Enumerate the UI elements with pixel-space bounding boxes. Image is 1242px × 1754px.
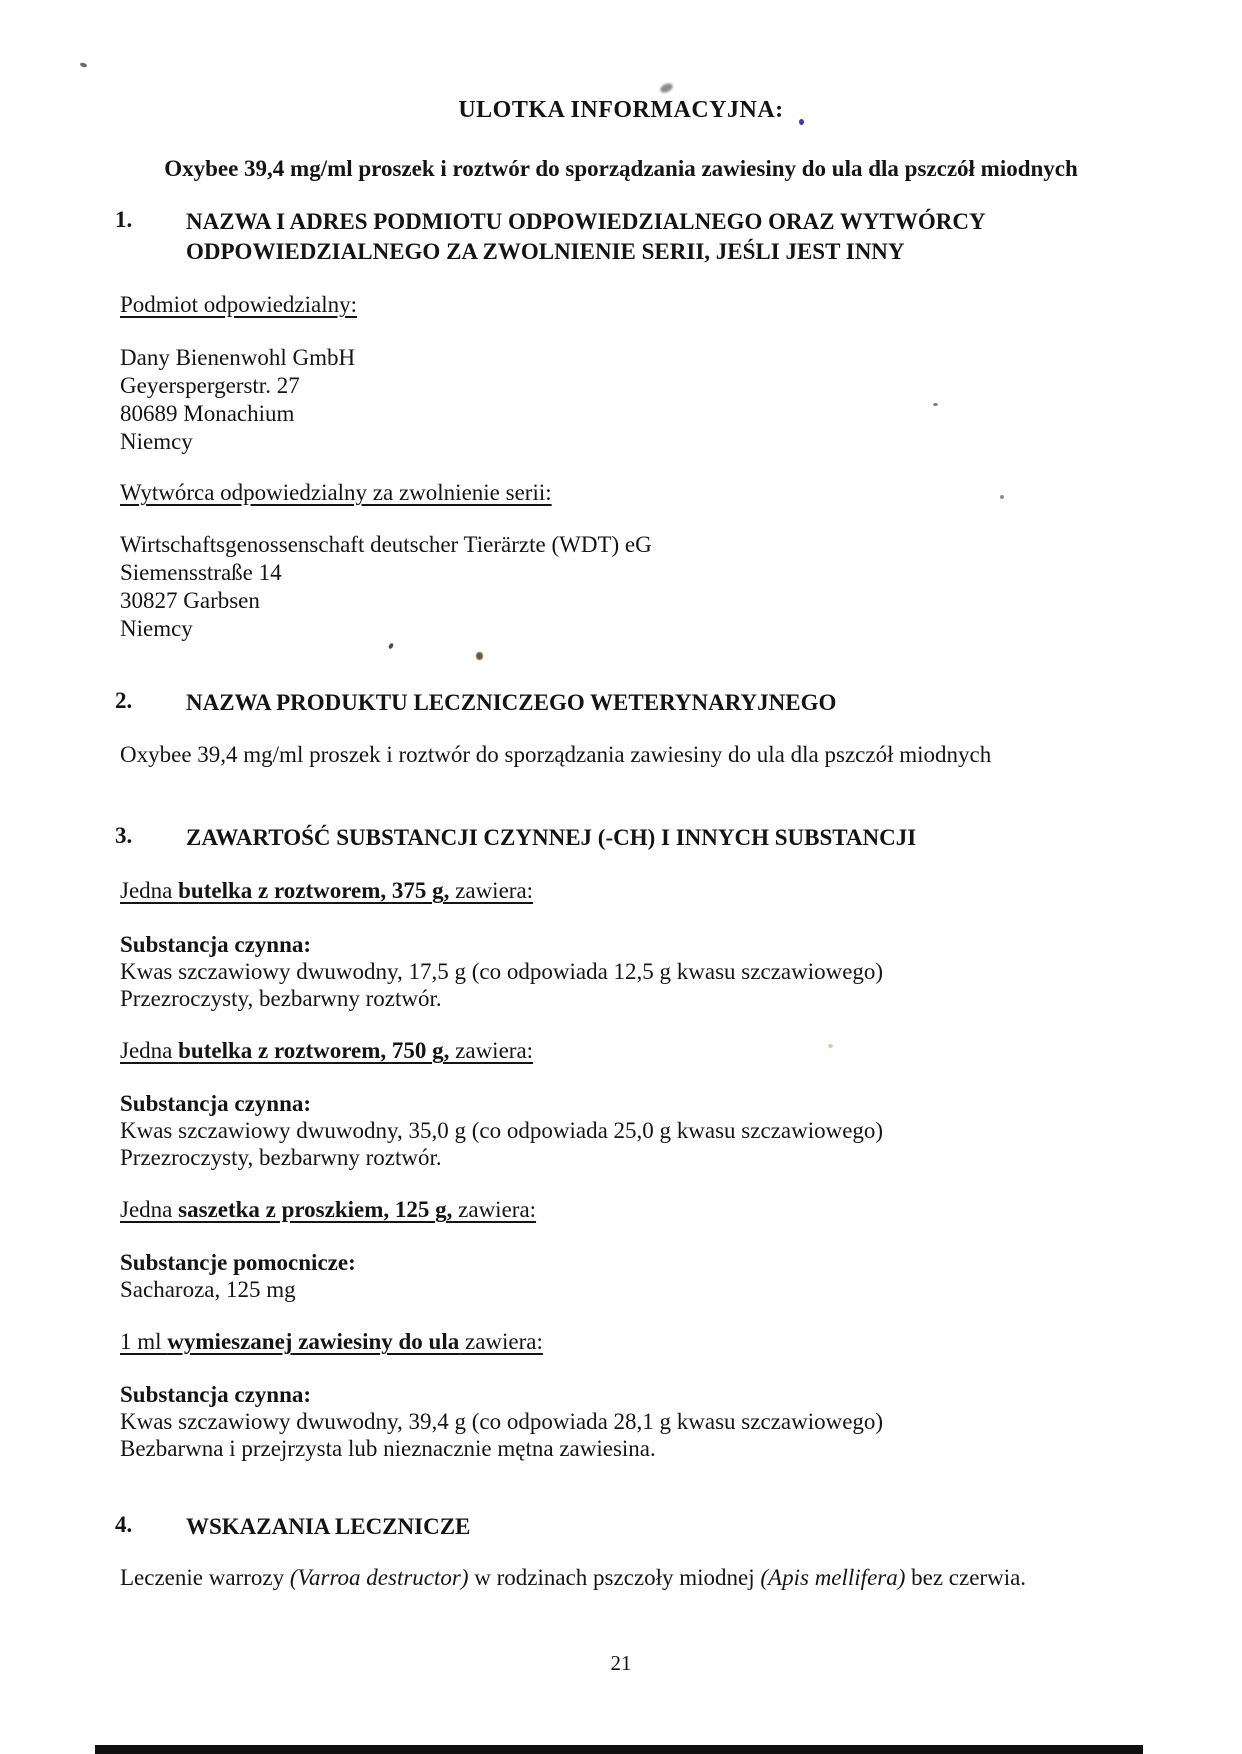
sachet-125-suffix: zawiera: bbox=[452, 1197, 537, 1222]
bottle-750-heading bbox=[120, 1037, 533, 1065]
suspension-substance: Kwas szczawiowy dwuwodny, 39,4 g (co odpowiada 28,1 g kwasu szczawiowego) bbox=[120, 1409, 884, 1434]
suspension-description: Bezbarwna i przejrzysta lub nieznacznie mętna zawiesina. bbox=[120, 1436, 656, 1461]
section2-number: 2. bbox=[115, 688, 133, 713]
responsible-entity-label: Podmiot odpowiedzialny: bbox=[120, 292, 358, 317]
address-line-city: 80689 Monachium bbox=[120, 401, 295, 426]
address-line-company: Dany Bienenwohl GmbH bbox=[120, 345, 356, 370]
bottle-375-substance: Kwas szczawiowy dwuwodny, 17,5 g (co odpowiada 12,5 g kwasu szczawiowego) bbox=[120, 959, 884, 984]
suspension-substance-label: Substancja czynna: bbox=[120, 1382, 312, 1407]
document-title: ULOTKA INFORMACYJNA: bbox=[458, 97, 784, 123]
suspension-suffix: zawiera: bbox=[459, 1329, 543, 1354]
bottle-750-suffix: zawiera: bbox=[449, 1038, 534, 1063]
bottle-375-bold: butelka z roztworem, 375 g, bbox=[178, 878, 450, 903]
bottle-750-prefix: Jedna bbox=[120, 1038, 179, 1063]
bottle-375-description: Przezroczysty, bezbarwny roztwór. bbox=[120, 986, 442, 1011]
sachet-125-substance: Sacharoza, 125 mg bbox=[120, 1277, 296, 1302]
suspension-prefix: 1 ml bbox=[120, 1329, 168, 1354]
address-line-street: Geyerspergerstr. 27 bbox=[120, 373, 300, 398]
scan-speck bbox=[80, 62, 88, 68]
bottle-750-bold: butelka z roztworem, 750 g, bbox=[178, 1038, 450, 1063]
indication-part3: bez czerwia. bbox=[905, 1565, 1027, 1590]
address-line-company: Wirtschaftsgenossenschaft deutscher Tierärzte (WDT) eG bbox=[120, 532, 652, 557]
scan-speck bbox=[388, 642, 394, 649]
batch-release-manufacturer-address bbox=[120, 531, 652, 643]
scan-speck bbox=[476, 652, 483, 660]
section4-heading: WSKAZANIA LECZNICZE bbox=[186, 1514, 471, 1539]
scan-smudge bbox=[659, 82, 674, 95]
address-line-street: Siemensstraße 14 bbox=[120, 560, 282, 585]
scan-speck bbox=[933, 403, 938, 406]
bottle-375-heading bbox=[120, 877, 533, 905]
address-line-country: Niemcy bbox=[120, 616, 193, 641]
bottle-750-substance: Kwas szczawiowy dwuwodny, 35,0 g (co odpowiada 25,0 g kwasu szczawiowego) bbox=[120, 1118, 884, 1143]
bottle-375-prefix: Jedna bbox=[120, 878, 179, 903]
sachet-125-bold: saszetka z proszkiem, 125 g, bbox=[178, 1197, 453, 1222]
responsible-entity-address bbox=[120, 344, 355, 456]
product-subtitle: Oxybee 39,4 mg/ml proszek i roztwór do sporządzania zawiesiny do ula dla pszczół miodnych bbox=[164, 156, 1078, 181]
suspension-bold: wymieszanej zawiesiny do ula bbox=[167, 1329, 460, 1354]
section2-heading: NAZWA PRODUKTU LECZNICZEGO WETERYNARYJNEGO bbox=[186, 690, 837, 715]
indication-latin-varroa: (Varroa destructor) bbox=[289, 1565, 469, 1590]
address-line-country: Niemcy bbox=[120, 429, 193, 454]
indication-part1: Leczenie warrozy bbox=[120, 1565, 290, 1590]
sachet-125-substance-label: Substancje pomocnicze: bbox=[120, 1250, 356, 1275]
section3-heading: ZAWARTOŚĆ SUBSTANCJI CZYNNEJ (-CH) I INNYCH SUBSTANCJI bbox=[186, 825, 917, 850]
bottle-750-substance-label: Substancja czynna: bbox=[120, 1091, 312, 1116]
section3-number: 3. bbox=[115, 823, 133, 848]
bottle-375-substance-label: Substancja czynna: bbox=[120, 932, 312, 957]
section1-number: 1. bbox=[115, 207, 133, 232]
indication-part2: w rodzinach pszczoły miodnej bbox=[468, 1565, 761, 1590]
address-line-city: 30827 Garbsen bbox=[120, 588, 260, 613]
suspension-heading bbox=[120, 1328, 543, 1356]
sachet-125-prefix: Jedna bbox=[120, 1197, 179, 1222]
indication-text bbox=[120, 1564, 1026, 1592]
product-name: Oxybee 39,4 mg/ml proszek i roztwór do sporządzania zawiesiny do ula dla pszczół miodnych bbox=[120, 742, 992, 767]
sachet-125-heading bbox=[120, 1196, 536, 1224]
scan-edge-bar bbox=[95, 1745, 1143, 1754]
scan-speck bbox=[828, 1044, 833, 1048]
bottle-375-suffix: zawiera: bbox=[449, 878, 534, 903]
scan-speck bbox=[1000, 495, 1004, 499]
indication-latin-apis: (Apis mellifera) bbox=[760, 1565, 906, 1590]
bottle-750-description: Przezroczysty, bezbarwny roztwór. bbox=[120, 1145, 442, 1170]
section4-number: 4. bbox=[115, 1512, 133, 1537]
batch-release-manufacturer-label: Wytwórca odpowiedzialny za zwolnienie serii: bbox=[120, 480, 552, 505]
page-number: 21 bbox=[610, 1651, 632, 1675]
section1-heading: NAZWA I ADRES PODMIOTU ODPOWIEDZIALNEGO ORAZ WYTWÓRCY ODPOWIEDZIALNEGO ZA ZWOLNIENIE SERII, JEŚLI JEST INNY bbox=[186, 209, 985, 264]
